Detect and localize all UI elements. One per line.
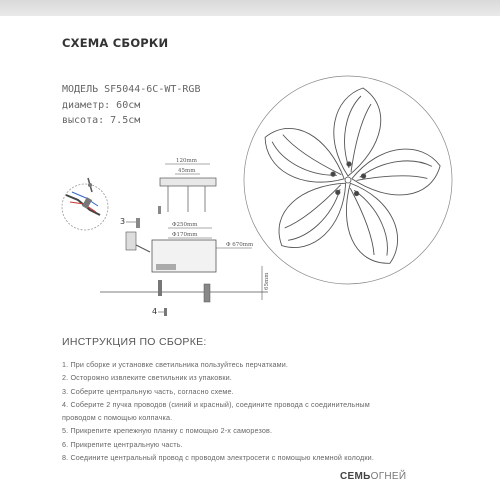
instructions-title: ИНСТРУКЦИЯ ПО СБОРКЕ: [62, 336, 207, 348]
top-banner [0, 0, 500, 16]
svg-text:3: 3 [120, 217, 126, 226]
dim-120mm: 120mm [176, 158, 197, 164]
brand-bold: СЕМЬ [340, 471, 371, 482]
svg-text:4: 4 [152, 307, 158, 316]
model-label: МОДЕЛЬ SF5044-6C-WT-RGB [62, 84, 201, 95]
instruction-step: 8. Соедините центральный провод с проводом электросети с помощью клемной колодки. [62, 453, 374, 463]
dim-45mm: 45mm [178, 168, 196, 174]
central-body [126, 222, 216, 272]
center-mount [345, 177, 351, 183]
height-label: высота: 7.5см [62, 115, 141, 126]
instructions-list [62, 358, 492, 464]
instruction-step: проводом с помощью колпачка. [62, 413, 173, 423]
instruction-step: 2. Осторожно извлеките светильник из упаковки. [62, 373, 232, 383]
dim-250mm: Φ250mm [172, 222, 198, 228]
instruction-step: 5. Прикрепите крепежную планку с помощью 2-х саморезов. [62, 426, 273, 436]
dim-65mm: 65mm [264, 272, 270, 290]
dim-670mm: Φ 670mm [226, 242, 254, 248]
instruction-step: 6. Прикрепите центральную часть. [62, 439, 183, 449]
dim-170mm: Φ170mm [172, 232, 198, 238]
diameter-label: диаметр: 60см [62, 99, 141, 111]
instruction-step: 3. Соберите центральную часть, согласно схеме. [62, 386, 234, 396]
lamp-top-view [243, 68, 463, 288]
specs-block [62, 82, 200, 129]
page-title: СХЕМА СБОРКИ [62, 36, 169, 50]
instruction-step: 1. При сборке и установке светильника пользуйтесь перчатками. [62, 360, 289, 369]
callout-3 [120, 206, 161, 228]
callout-4 [152, 307, 167, 316]
brand-logo [340, 471, 406, 482]
mounting-bracket [160, 158, 216, 212]
brand-light: ОГНЕЙ [370, 471, 407, 482]
wiring-detail-inset [62, 178, 108, 230]
instruction-step: 4. Соберите 2 пучка проводов (синий и красный), соедините провода с соединительным [62, 399, 370, 409]
